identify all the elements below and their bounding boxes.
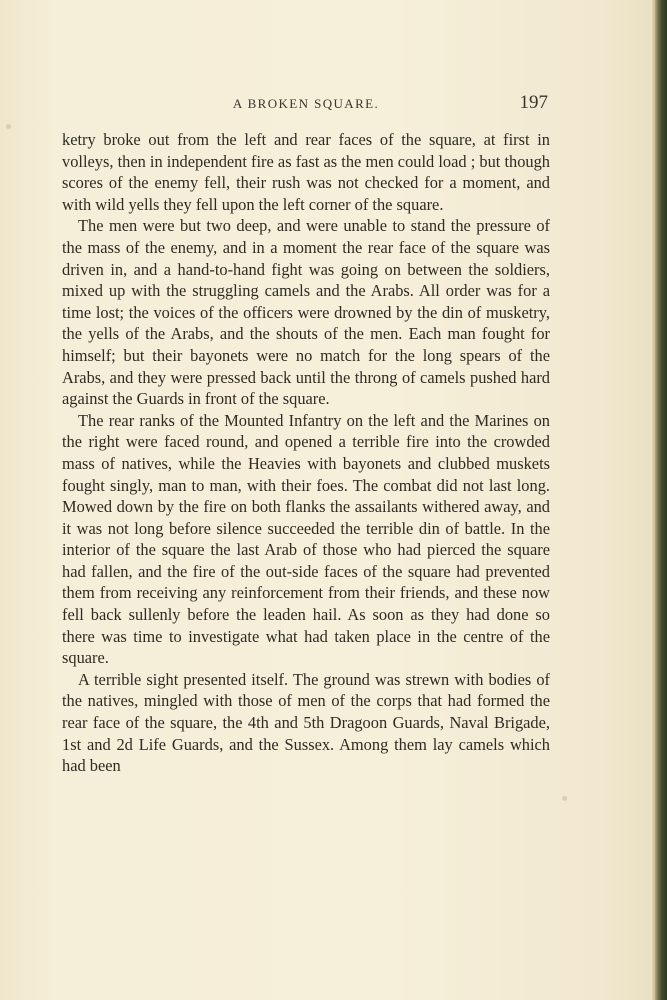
page-header xyxy=(62,92,550,120)
paper-speck xyxy=(6,124,11,129)
page-number: 197 xyxy=(519,92,548,113)
paragraph: The rear ranks of the Mounted Infantry on the left and the Marines on the right were faced round, and opened a terrible fire into the crowded mass of natives, while the Heavies with bayonets and clubbed muskets fought singly, man to man, with their foes. The combat did not last long. Mowed down by the fire on both flanks the assailants withered away, and it was not long before silence succeeded the terrible din of battle. In the interior of the square the last Arab of those who had pierced the square had fallen, and the fire of the out-side faces of the square had prevented them from receiving any reinforcement from their friends, and these now fell back sullenly before the leaden hail. As soon as they had done so there was time to investigate what had taken place in the centre of the square. xyxy=(62,410,550,668)
body-text xyxy=(62,129,550,777)
paper-speck xyxy=(562,796,567,801)
book-binding xyxy=(655,0,667,1000)
paragraph: ketry broke out from the left and rear faces of the square, at first in volleys, then in independent fire as fast as the men could load ; but though scores of the enemy fell, their rush was not checked for a moment, and with wild yells they fell upon the left corner of the square. xyxy=(62,130,550,214)
running-head: A BROKEN SQUARE. xyxy=(232,96,380,111)
paragraph: A terrible sight presented itself. The ground was strewn with bodies of the natives, mingled with those of men of the corps that had formed the rear face of the square, the 4th and 5th Dragoon Guards, Naval Brigade, 1st and 2d Life Guards, and the Sussex. Among them lay camels which had been xyxy=(62,669,550,776)
paragraph: The men were but two deep, and were unable to stand the pressure of the mass of the enemy, and in a moment the rear face of the square was driven in, and a hand-to-hand fight was going on between the soldiers, mixed up with the struggling camels and the Arabs. All order was for a time lost; the voices of the officers were drowned by the din of musketry, the yells of the Arabs, and the shouts of the men. Each man fought for himself; but their bayonets were no match for the long spears of the Arabs, and they were pressed back until the throng of camels pushed hard against the Guards in front of the square. xyxy=(62,216,550,409)
